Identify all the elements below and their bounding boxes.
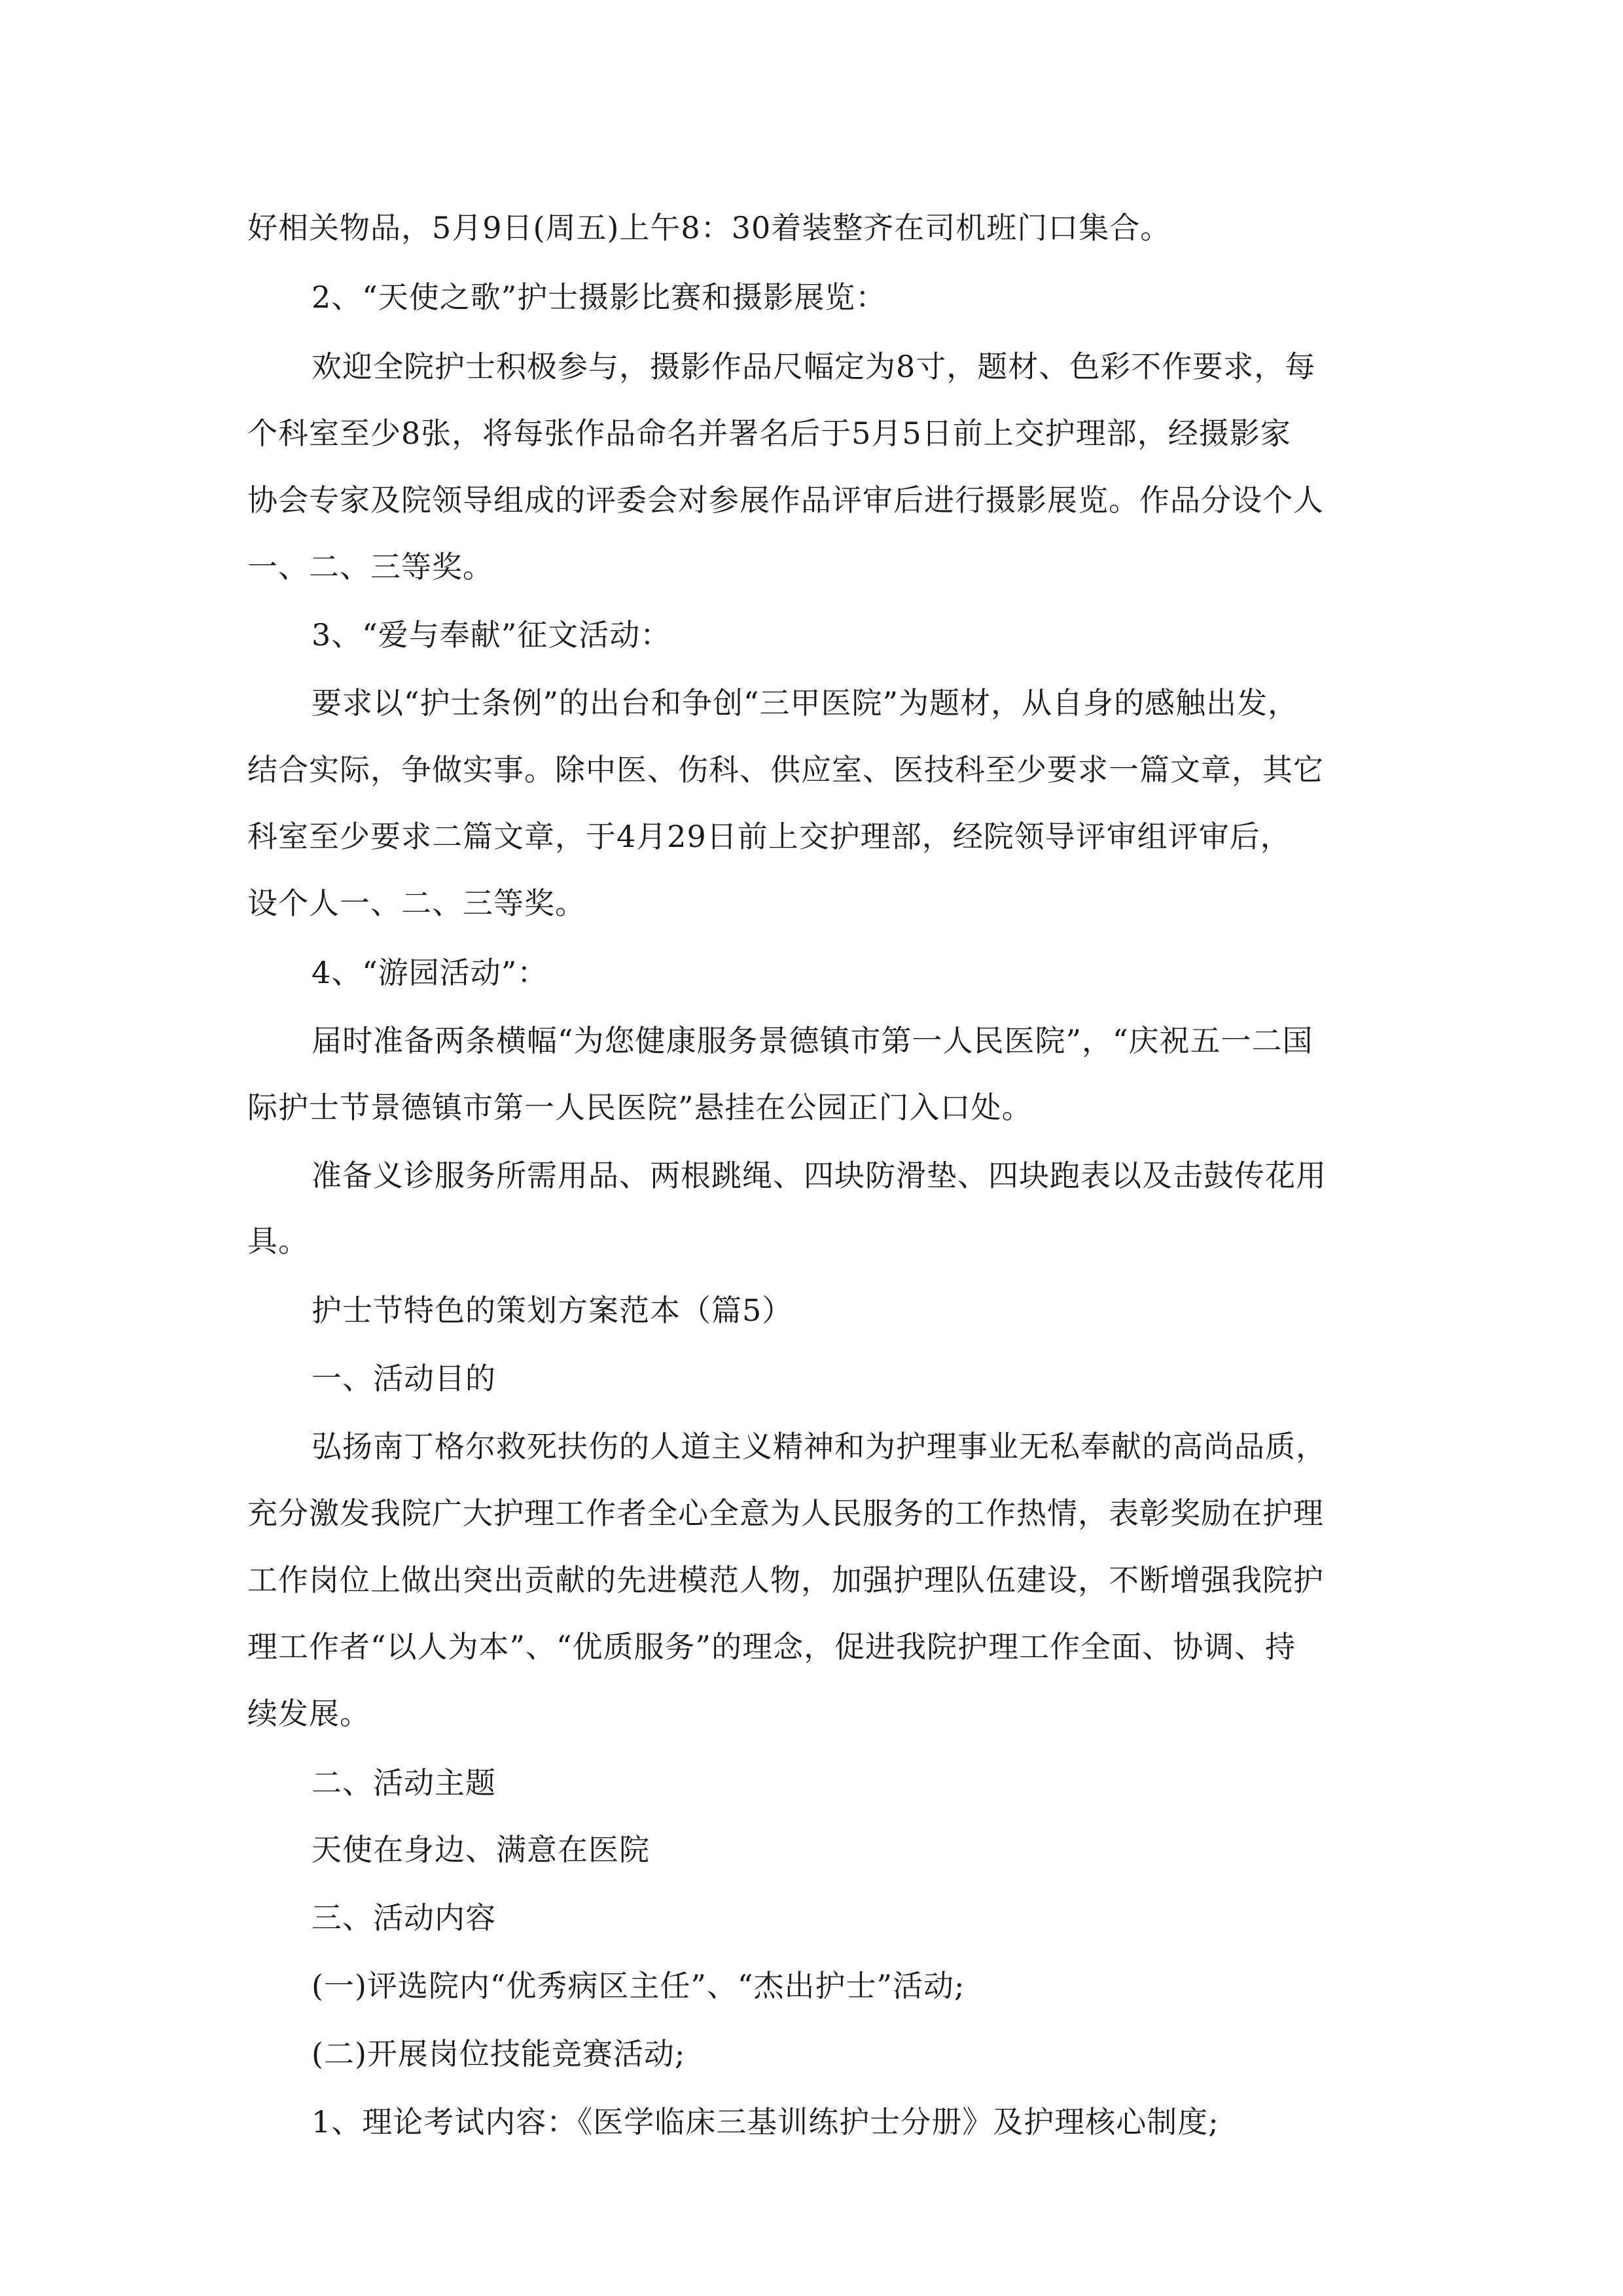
text-line: 理工作者“以人为本”、“优质服务”的理念，促进我院护理工作全面、协调、持 [247,1629,1296,1664]
text-line: 要求以“护士条例”的出台和争创“三甲医院”为题材，从自身的感触出发， [312,685,1299,721]
section-heading: 2、“天使之歌”护士摄影比赛和摄影展览： [312,279,887,315]
text-line: 好相关物品，5月9日(周五)上午8：30着装整齐在司机班门口集合。 [247,210,1171,245]
text-line: 设个人一、二、三等奖。 [247,886,586,921]
section-heading: 4、“游园活动”： [312,955,548,990]
list-item: (一)评选院内“优秀病区主任”、“杰出护士”活动; [312,1968,965,2003]
text-line: 协会专家及院领导组成的评委会对参展作品评审后进行摄影展览。作品分设个人 [247,482,1324,518]
text-line: 续发展。 [247,1696,370,1731]
article-title: 护士节特色的策划方案范本（篇5） [312,1293,793,1328]
text-line: 结合实际，争做实事。除中医、伤科、供应室、医技科至少要求一篇文章，其它 [247,752,1324,787]
list-item: (二)开展岗位技能竞赛活动; [312,2036,686,2072]
text-line: 届时准备两条横幅“为您健康服务景德镇市第一人民医院”，“庆祝五一二国 [312,1023,1313,1058]
text-line: 具。 [247,1223,309,1259]
text-line: 弘扬南丁格尔救死扶伤的人道主义精神和为护理事业无私奉献的高尚品质， [312,1429,1327,1464]
text-line: 科室至少要求二篇文章，于4月29日前上交护理部，经院领导评审组评审后， [247,819,1291,854]
list-item: 1、理论考试内容：《医学临床三基训练护士分册》及护理核心制度; [312,2104,1219,2140]
text-line: 天使在身边、满意在医院 [312,1832,650,1867]
text-line: 工作岗位上做出突出贡献的先进模范人物，加强护理队伍建设，不断增强我院护 [247,1562,1324,1598]
text-line: 个科室至少8张，将每张作品命名并署名后于5月5日前上交护理部，经摄影家 [247,416,1291,451]
section-heading: 三、活动内容 [312,1900,496,1935]
section-heading: 一、活动目的 [312,1361,496,1396]
text-line: 准备义诊服务所需用品、两根跳绳、四块防滑垫、四块跑表以及击鼓传花用 [312,1158,1327,1193]
section-heading: 3、“爱与奉献”征文活动： [312,617,671,653]
text-line: 充分激发我院广大护理工作者全心全意为人民服务的工作热情，表彰奖励在护理 [247,1496,1324,1531]
section-heading: 二、活动主题 [312,1765,496,1801]
text-line: 欢迎全院护士积极参与，摄影作品尺幅定为8寸，题材、色彩不作要求，每 [312,349,1316,384]
text-line: 一、二、三等奖。 [247,549,493,584]
text-line: 际护士节景德镇市第一人民医院”悬挂在公园正门入口处。 [247,1090,1033,1125]
